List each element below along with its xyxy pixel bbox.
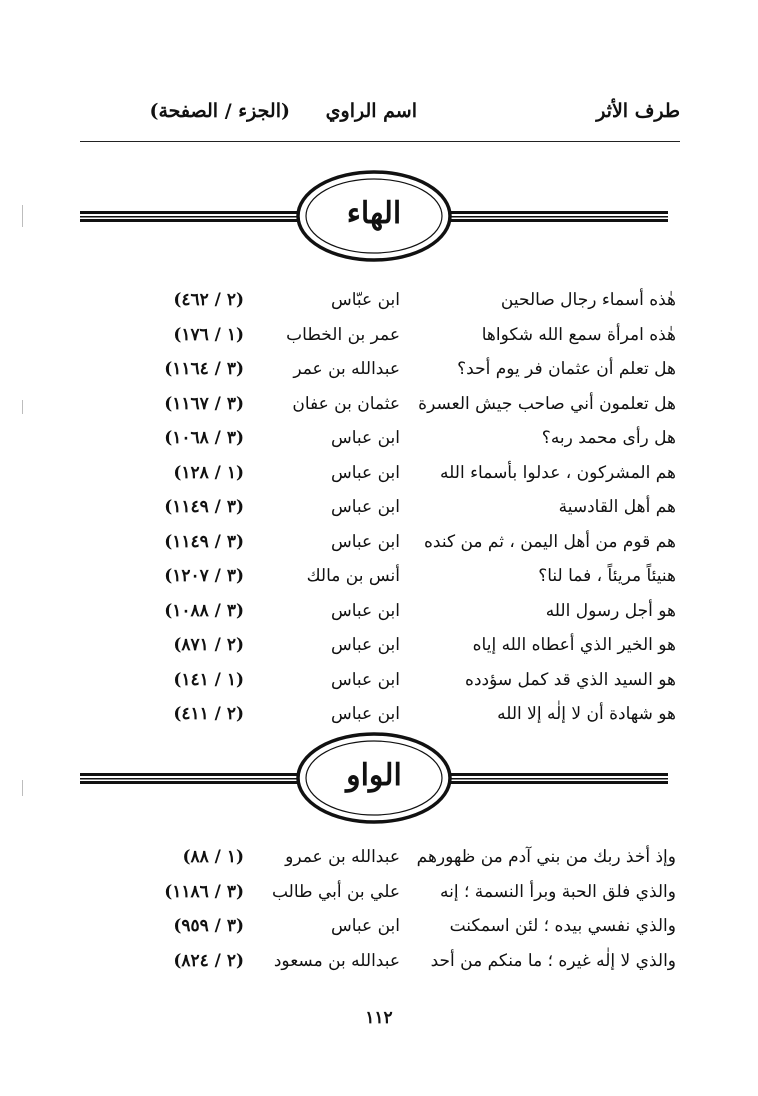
table-row — [0, 493, 758, 527]
hadith-text: هو أجل رسول الله — [545, 600, 676, 621]
section-banner-haa — [80, 168, 668, 268]
hadith-text: هل تعلم أن عثمان فر يوم أحد؟ — [457, 359, 676, 379]
page-number: ١١٢ — [365, 1008, 393, 1028]
volume-page-ref: (١ / ٨٨) — [182, 847, 244, 867]
volume-page-ref: (٢ / ٨٢٤) — [173, 950, 244, 971]
volume-page-ref: (١ / ١٤١) — [173, 669, 244, 690]
narrator-name: عثمان بن عفان — [292, 393, 400, 414]
hadith-text: وإذ أخذ ربك من بني آدم من ظهورهم — [416, 847, 676, 867]
table-row — [0, 355, 758, 389]
volume-page-ref: (٣ / ١١٦٧) — [164, 393, 244, 414]
table-row — [0, 528, 758, 562]
volume-page-ref: (٢ / ٤٦٢) — [173, 290, 244, 310]
volume-page-ref: (٣ / ١١٤٩) — [164, 531, 244, 552]
hadith-text: هم أهل القادسية — [558, 497, 676, 517]
column-header — [80, 100, 680, 130]
header-reference: (الجزء / الصفحة) — [149, 100, 290, 122]
volume-page-ref: (٣ / ١١٤٩) — [164, 497, 244, 517]
narrator-name: ابن عباس — [330, 531, 400, 552]
narrator-name: عبدالله بن عمر — [293, 359, 400, 379]
volume-page-ref: (٣ / ١١٦٤) — [164, 359, 244, 379]
hadith-text: هنيئاً مريئاً ، فما لنا؟ — [538, 566, 676, 586]
volume-page-ref: (٣ / ٩٥٩) — [173, 916, 244, 936]
hadith-text: هل رأى محمد ربه؟ — [541, 428, 676, 448]
header-divider — [80, 141, 680, 142]
narrator-name: عبدالله بن عمرو — [285, 847, 400, 867]
scan-edge-mark — [22, 205, 23, 227]
table-row — [0, 947, 758, 981]
table-row — [0, 390, 758, 424]
narrator-name: عمر بن الخطاب — [286, 324, 400, 345]
hadith-text: هو الخير الذي أعطاه الله إياه — [472, 635, 676, 655]
narrator-name: ابن عباس — [330, 462, 400, 483]
hadith-text: والذي فلق الحبة وبرأ النسمة ؛ إنه — [440, 881, 676, 902]
narrator-name: ابن عباس — [330, 916, 400, 936]
table-row — [0, 843, 758, 877]
scan-edge-mark — [22, 780, 23, 796]
table-row — [0, 321, 758, 355]
volume-page-ref: (١ / ١٧٦) — [173, 324, 244, 345]
narrator-name: ابن عباس — [330, 600, 400, 621]
narrator-name: ابن عباس — [330, 669, 400, 690]
hadith-text: هٰذه أسماء رجال صالحين — [500, 290, 676, 310]
narrator-name: عبدالله بن مسعود — [273, 950, 400, 971]
section-title: الهاء — [346, 196, 402, 231]
table-row — [0, 700, 758, 734]
narrator-name: ابن عباس — [330, 635, 400, 655]
section-banner-waw — [80, 730, 668, 830]
volume-page-ref: (٣ / ١١٨٦) — [164, 881, 244, 902]
table-row — [0, 666, 758, 700]
volume-page-ref: (٣ / ١٠٨٨) — [164, 600, 244, 621]
volume-page-ref: (٢ / ٨٧١) — [173, 635, 244, 655]
table-row — [0, 912, 758, 946]
volume-page-ref: (١ / ١٢٨) — [173, 462, 244, 483]
table-row — [0, 631, 758, 665]
narrator-name: ابن عبّاس — [330, 290, 400, 310]
hadith-text: هو السيد الذي قد كمل سؤدده — [465, 669, 676, 690]
table-row — [0, 286, 758, 320]
volume-page-ref: (٣ / ١٢٠٧) — [164, 566, 244, 586]
hadith-text: هم قوم من أهل اليمن ، ثم من كنده — [424, 531, 676, 552]
table-row — [0, 562, 758, 596]
hadith-text: والذي نفسي بيده ؛ لئن اسمكنت — [449, 916, 676, 936]
table-row — [0, 878, 758, 912]
hadith-text: والذي لا إلٰه غيره ؛ ما منكم من أحد — [430, 950, 676, 971]
hadith-text: هل تعلمون أني صاحب جيش العسرة — [418, 393, 676, 414]
volume-page-ref: (٢ / ٤١١) — [173, 704, 244, 724]
narrator-name: علي بن أبي طالب — [271, 881, 400, 902]
hadith-text: هو شهادة أن لا إلٰه إلا الله — [497, 704, 676, 724]
header-hadith: طرف الأثر — [596, 100, 680, 122]
hadith-text: هم المشركون ، عدلوا بأسماء الله — [440, 462, 676, 483]
header-narrator: اسم الراوي — [325, 100, 417, 122]
narrator-name: ابن عباس — [330, 497, 400, 517]
narrator-name: أنس بن مالك — [306, 566, 400, 586]
volume-page-ref: (٣ / ١٠٦٨) — [164, 428, 244, 448]
narrator-name: ابن عباس — [330, 428, 400, 448]
section-title: الواو — [346, 758, 402, 793]
hadith-text: هٰذه امرأة سمع الله شكواها — [481, 324, 676, 345]
narrator-name: ابن عباس — [330, 704, 400, 724]
table-row — [0, 424, 758, 458]
table-row — [0, 597, 758, 631]
table-row — [0, 459, 758, 493]
